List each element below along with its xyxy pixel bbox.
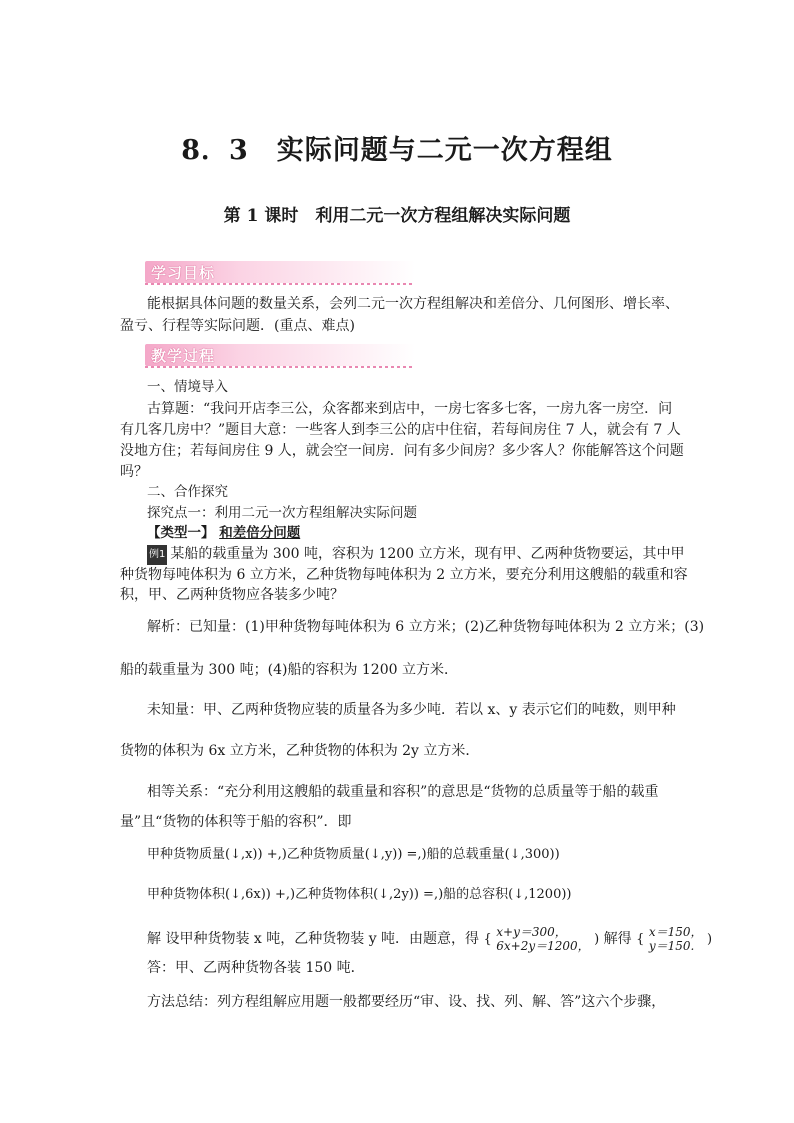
objectives-banner-stripe (145, 283, 415, 285)
example-line-1 (147, 544, 685, 565)
brace-left-1: { (483, 932, 492, 947)
objectives-line-2: 盈亏、行程等实际问题．(重点、难点) (120, 318, 355, 334)
formula-volume: 甲种货物体积(↓,6x)) +,)乙种货物体积(↓,2y)) =,)船的总容积(↓,1200)) (147, 887, 572, 902)
lesson-subtitle: 第 1 课时 利用二元一次方程组解决实际问题 (223, 206, 571, 226)
section-2-heading: 二、合作探究 (147, 484, 228, 500)
analysis-unknown-1: 未知量：甲、乙两种货物应装的质量各为多少吨．若以 x、y 表示它们的吨数，则甲种 (147, 702, 676, 718)
analysis-equal-1: 相等关系：“充分利用这艘船的载重量和容积”的意思是“货物的总质量等于船的载重 (147, 784, 659, 800)
brace-right-1: ) (594, 932, 600, 947)
section-1-line-1: 古算题：“我问开店李三公，众客都来到店中，一房七客多七客，一房九客一房空．问 (147, 401, 673, 417)
brace-left-2: { (636, 932, 645, 947)
solution-system (649, 925, 703, 953)
equation-system (496, 925, 589, 953)
inquiry-point: 探究点一：利用二元一次方程组解决实际问题 (147, 505, 417, 521)
section-1-line-4: 吗？ (120, 464, 148, 480)
type-name: 和差倍分问题 (219, 525, 301, 541)
answer-line: 答：甲、乙两种货物各装 150 吨． (147, 960, 365, 976)
solution-1: x＝150， (648, 925, 703, 939)
page-title: 8．3 实际问题与二元一次方程组 (181, 135, 613, 166)
equation-2: 6x+2y＝1200， (496, 939, 590, 953)
example-text-1: 某船的载重量为 300 吨，容积为 1200 立方米，现有甲、乙两种货物要运，其中甲 (170, 546, 685, 562)
objectives-line-1: 能根据具体问题的数量关系，会列二元一次方程组解决和差倍分、几何图形、增长率、 (147, 296, 679, 312)
section-1-line-2: 有几客几房中？”题目大意：一些客人到李三公的店中住宿，若每间房住 7 人，就会有 7 人 (120, 422, 681, 438)
process-heading: 教学过程 (151, 347, 216, 365)
example-badge: 例1 (147, 545, 167, 565)
analysis-known-1: 解析：已知量：(1)甲种货物每吨体积为 6 立方米；(2)乙种货物每吨体积为 2 立方米；(3) (147, 619, 705, 635)
analysis-equal-2: 量”且“货物的体积等于船的容积”．即 (120, 814, 352, 830)
example-line-2: 种货物每吨体积为 6 立方米，乙种货物每吨体积为 2 立方米，要充分利用这艘船的载重和容 (120, 567, 688, 583)
solution-text: 解 设甲种货物装 x 吨，乙种货物装 y 吨．由题意，得 (147, 931, 480, 947)
example-line-3: 积，甲、乙两种货物应各装多少吨？ (120, 587, 344, 603)
objectives-heading: 学习目标 (151, 264, 216, 282)
brace-right-2: ) (706, 932, 713, 947)
type-heading (147, 523, 300, 543)
equation-1: x+y＝300， (496, 925, 567, 939)
section-1-line-3: 没地方住；若每间房住 9 人，就会空一间房．问有多少间房？多少客人？你能解答这个问题 (120, 443, 684, 459)
solution-line (147, 925, 712, 953)
section-1-heading: 一、情境导入 (147, 379, 228, 395)
type-bracket: 【类型一】 (147, 525, 215, 541)
solution-2: y＝150. (648, 939, 695, 953)
analysis-known-2: 船的载重量为 300 吨；(4)船的容积为 1200 立方米． (120, 662, 458, 678)
analysis-unknown-2: 货物的体积为 6x 立方米，乙种货物的体积为 2y 立方米． (120, 743, 480, 759)
solution-solve-text: 解得 (603, 931, 632, 947)
process-banner-stripe (145, 366, 415, 368)
formula-mass: 甲种货物质量(↓,x)) +,)乙种货物质量(↓,y)) =,)船的总载重量(↓,300)) (147, 847, 560, 862)
summary-line-1: 方法总结：列方程组解应用题一般都要经历“审、设、找、列、解、答”这六个步骤， (147, 994, 666, 1010)
